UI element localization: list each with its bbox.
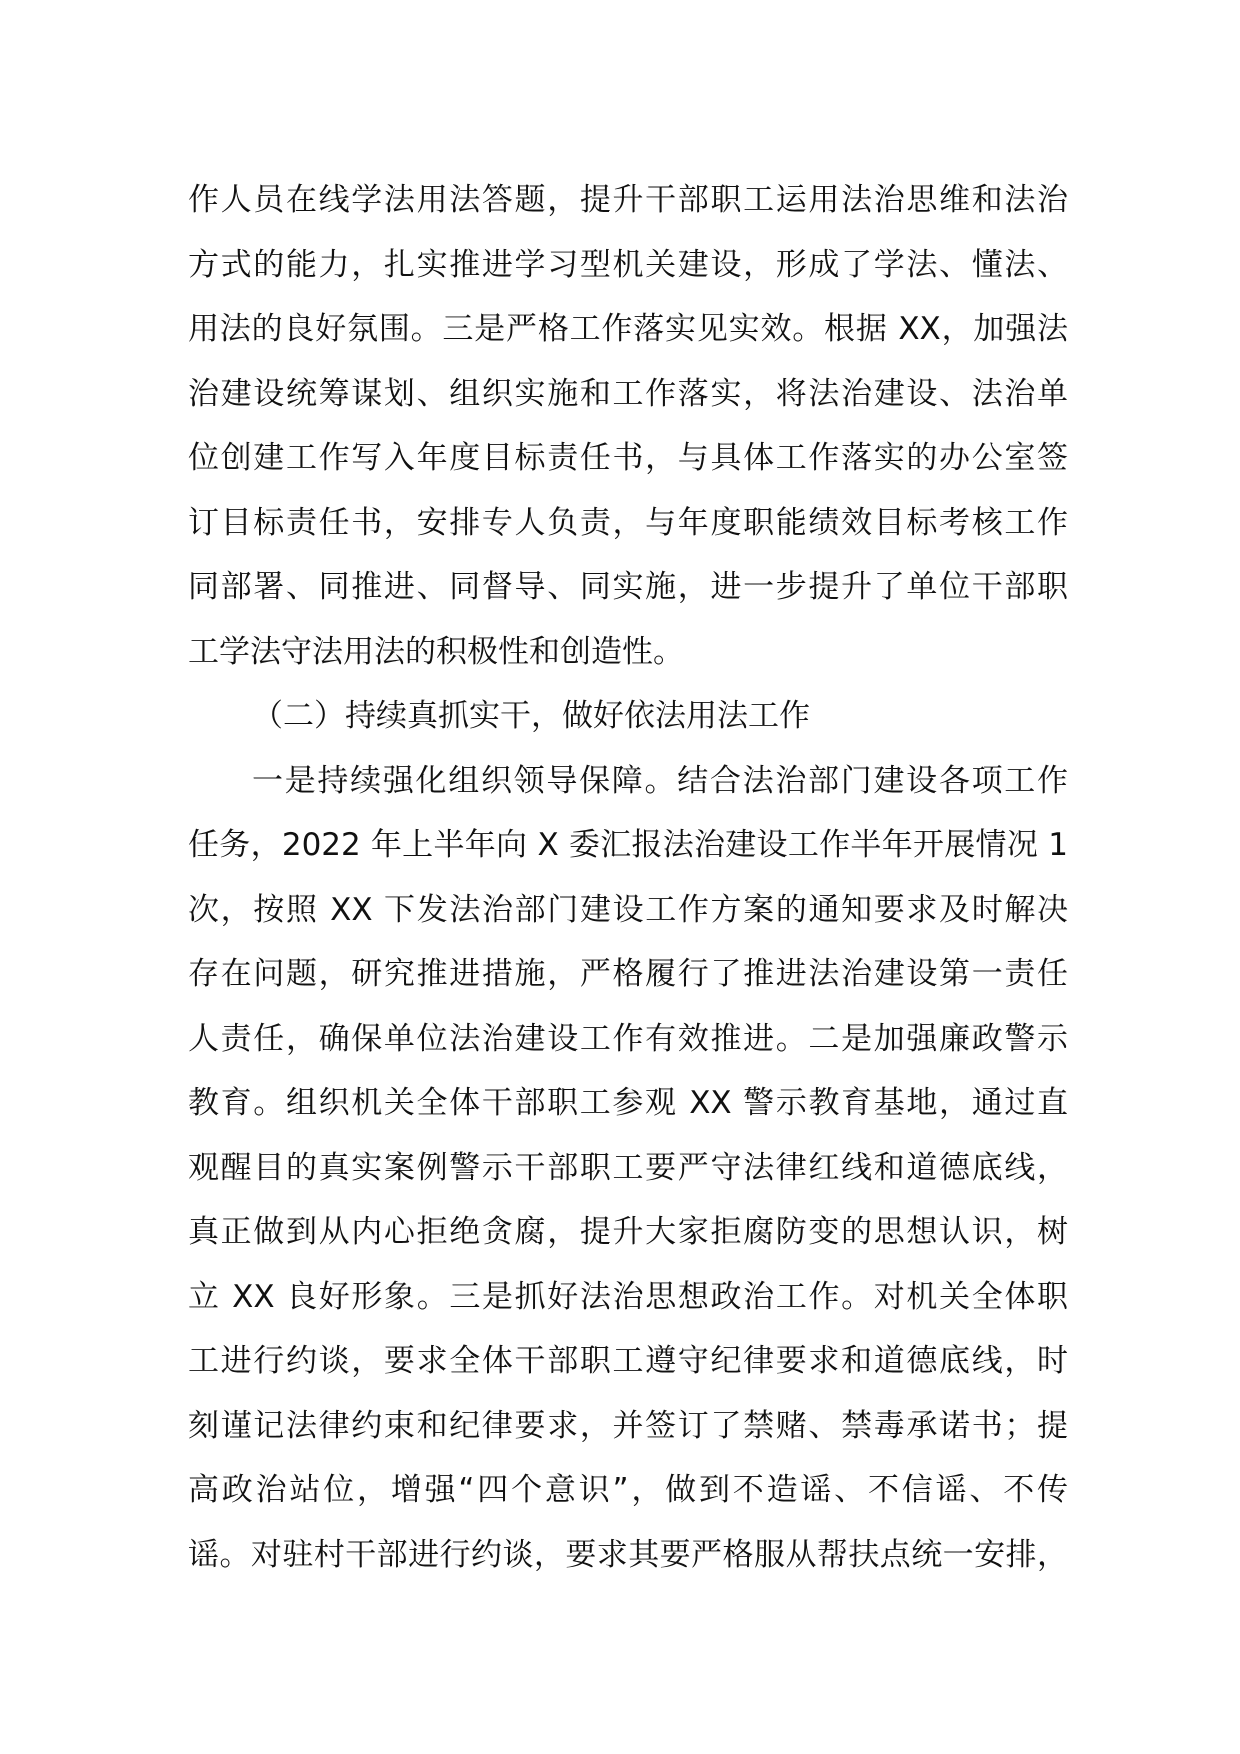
text-line: 方式的能力，扎实推进学习型机关建设，形成了学法、懂法、 xyxy=(188,246,1068,283)
text-line: 次，按照 XX 下发法治部门建设工作方案的通知要求及时解决 xyxy=(188,891,1068,928)
text-line: 存在问题，研究推进措施，严格履行了推进法治建设第一责任 xyxy=(188,956,1068,992)
text-line: 订目标责任书，安排专人负责，与年度职能绩效目标考核工作 xyxy=(188,504,1068,541)
text-line: 位创建工作写入年度目标责任书，与具体工作落实的办公室签 xyxy=(188,440,1068,476)
text-line: 用法的良好氛围。三是严格工作落实见实效。根据 XX，加强法 xyxy=(188,311,1068,347)
section-heading: （二）持续真抓实干，做好依法用法工作 xyxy=(252,698,810,734)
text-line: 刻谨记法律约束和纪律要求，并签订了禁赌、禁毒承诺书；提 xyxy=(188,1407,1068,1444)
text-line: 教育。组织机关全体干部职工参观 XX 警示教育基地，通过直 xyxy=(188,1085,1068,1121)
body-text xyxy=(188,168,1068,1587)
text-line: 高政治站位，增强“四个意识”，做到不造谣、不信谣、不传 xyxy=(188,1472,1068,1508)
text-line: 作人员在线学法用法答题，提升干部职工运用法治思维和法治 xyxy=(188,182,1068,218)
text-line: 谣。对驻村干部进行约谈，要求其要严格服从帮扶点统一安排， xyxy=(188,1536,1068,1573)
text-line: 人责任，确保单位法治建设工作有效推进。二是加强廉政警示 xyxy=(188,1020,1068,1057)
text-line: 同部署、同推进、同督导、同实施，进一步提升了单位干部职 xyxy=(188,569,1068,605)
text-line: 工进行约谈，要求全体干部职工遵守纪律要求和道德底线，时 xyxy=(188,1343,1068,1379)
text-line: 治建设统筹谋划、组织实施和工作落实，将法治建设、法治单 xyxy=(188,375,1068,412)
text-line: 任务，2022 年上半年向 X 委汇报法治建设工作半年开展情况 1 xyxy=(188,827,1068,863)
paragraph-first-line: 一是持续强化组织领导保障。结合法治部门建设各项工作 xyxy=(252,762,1068,799)
text-line: 观醒目的真实案例警示干部职工要严守法律红线和道德底线， xyxy=(188,1149,1068,1186)
text-line: 工学法守法用法的积极性和创造性。 xyxy=(188,633,684,670)
text-line: 立 XX 良好形象。三是抓好法治思想政治工作。对机关全体职 xyxy=(188,1278,1068,1315)
text-line: 真正做到从内心拒绝贪腐，提升大家拒腐防变的思想认识，树 xyxy=(188,1214,1068,1250)
